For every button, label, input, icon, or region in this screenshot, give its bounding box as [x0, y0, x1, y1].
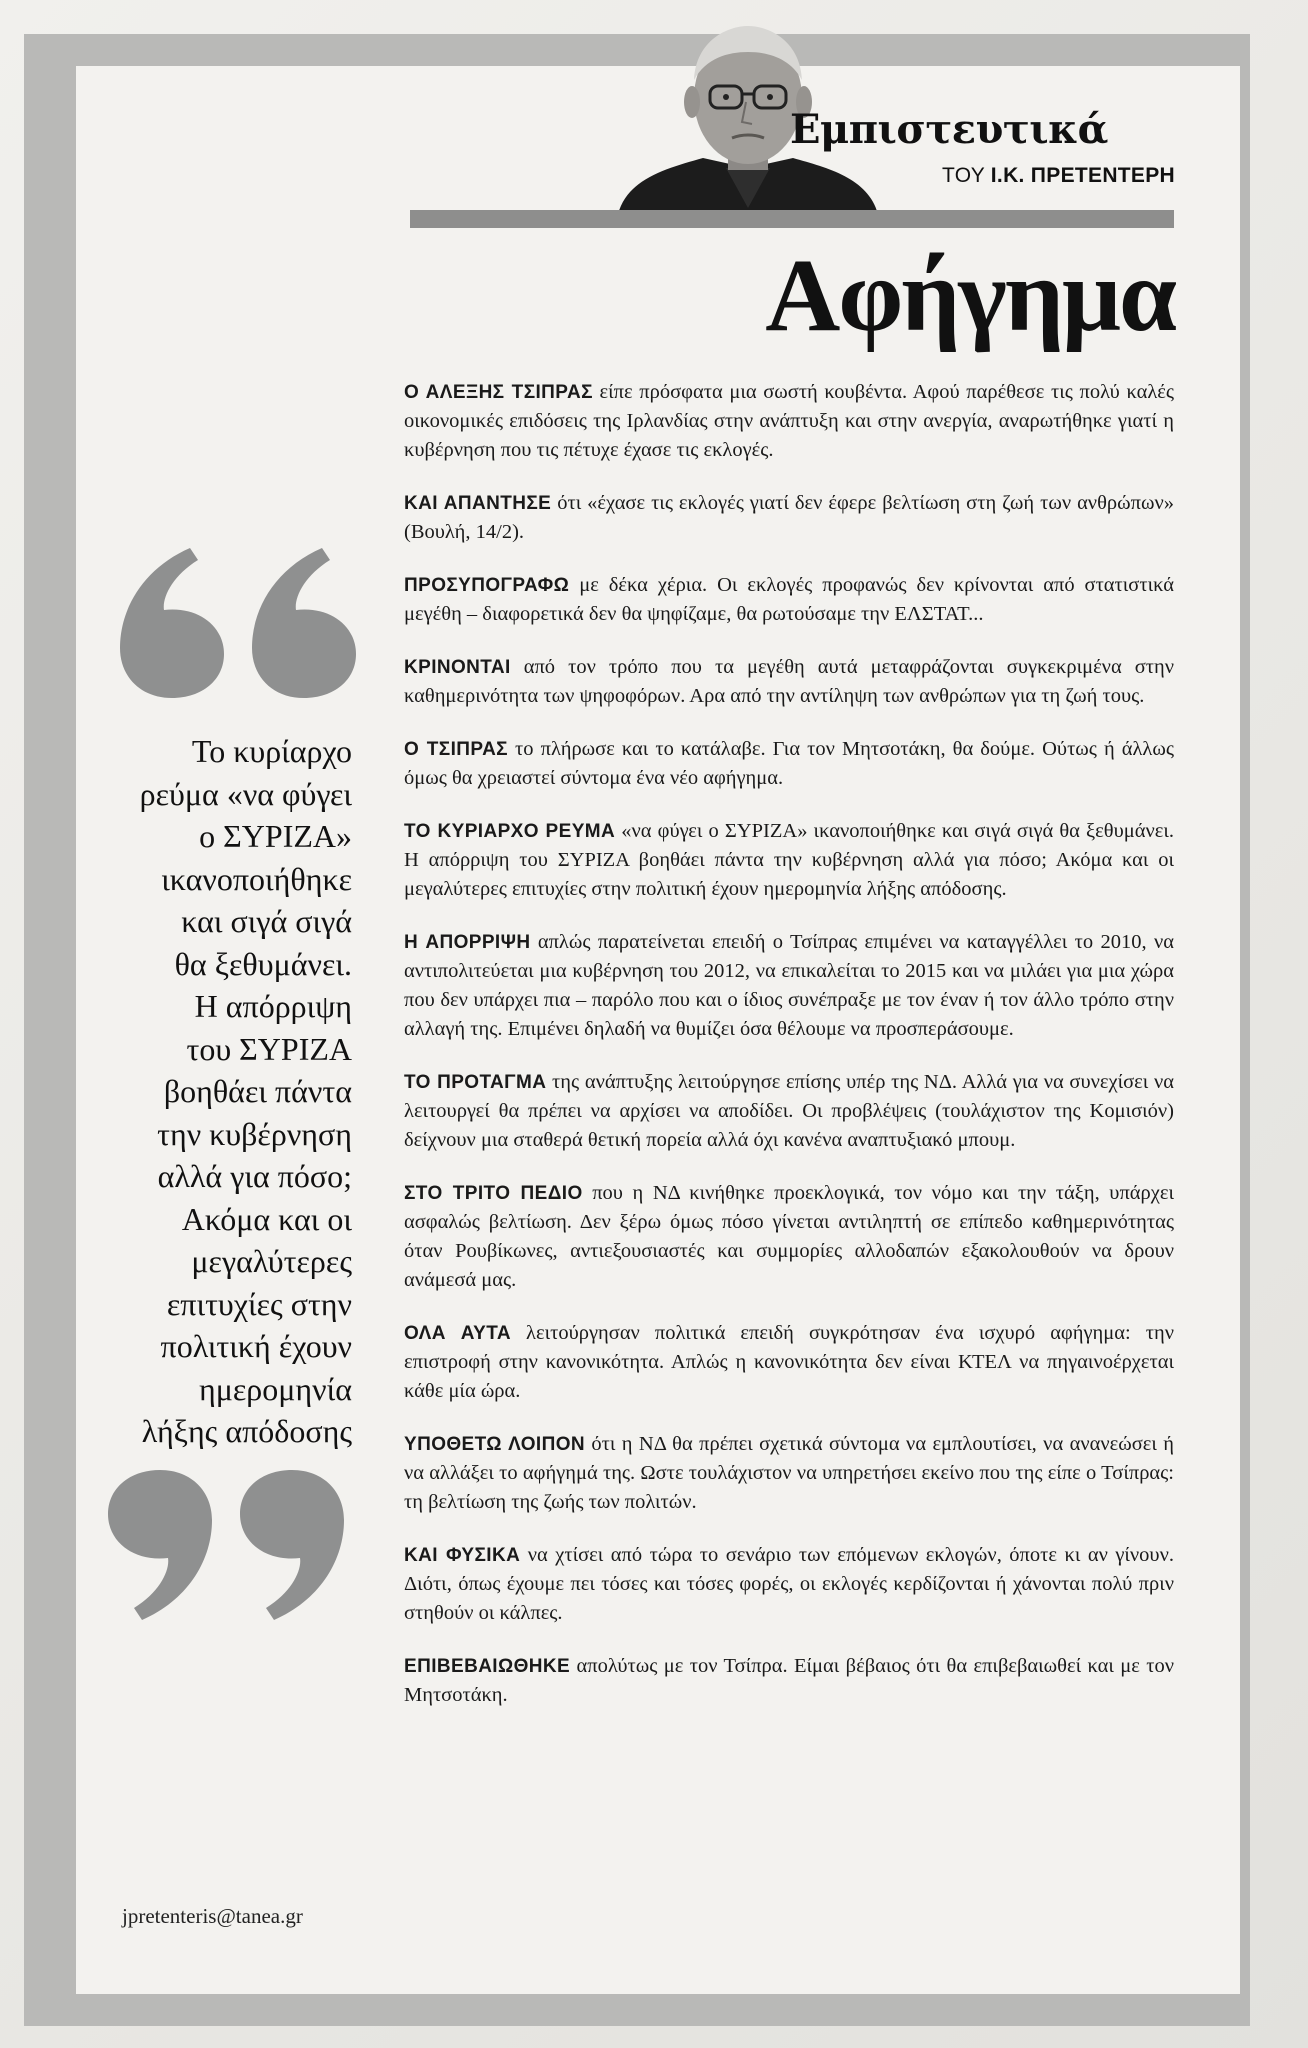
paragraph-lead: ΤΟ ΚΥΡΙΑΡΧΟ ΡΕΥΜΑ: [404, 821, 616, 842]
paragraph-lead: Ο ΑΛΕΞΗΣ ΤΣΙΠΡΑΣ: [404, 382, 593, 403]
pull-quote-line: Ακόμα και οι: [181, 1200, 352, 1237]
pull-quote-line: και σιγά σιγά: [181, 903, 352, 939]
paragraph-lead: Ο ΤΣΙΠΡΑΣ: [404, 739, 508, 760]
paragraph-text: «να φύγει ο ΣΥΡΙΖΑ» ικανοποιήθηκε και σιγά σιγά θα ξεθυμάνει. Η απόρριψη του ΣΥΡΙΖΑ βοηθάει πάντα την κυβέρνηση αλλά για πόσο; Ακόμα και οι μεγαλύτερες επιτυχίες στην πολιτική έχουν ημερομηνία λήξης απόδοσης.: [404, 820, 1174, 900]
paragraph-text: ότι «έχασε τις εκλογές γιατί δεν έφερε βελτίωση στη ζωή των ανθρώπων» (Βουλή, 14/2).: [404, 492, 1174, 543]
article-paragraph: [404, 378, 1174, 465]
column-name: Εμπιστευτικά: [790, 106, 1108, 153]
paragraph-text: λειτούργησαν πολιτικά επειδή συγκρότησαν ένα ισχυρό αφήγημα: την επιστροφή στην κανονικότητα. Απλώς η κανονικότητα δεν είναι ΚΤΕΛ να πηγαινοέρχεται κάθε μία ώρα.: [404, 1322, 1174, 1402]
article-headline: Αφήγημα: [765, 238, 1175, 353]
paragraph-text: με δέκα χέρια. Οι εκλογές προφανώς δεν κρίνονται από στατιστικά μεγέθη – διαφορετικά δεν θα ψηφίζαμε, θα ρωτούσαμε την ΕΛΣΤΑΤ...: [404, 574, 1174, 625]
article-paragraph: [404, 817, 1174, 904]
article-paragraph: [404, 735, 1174, 793]
author-email: jpretenteris@tanea.gr: [122, 1904, 303, 1928]
paragraph-text: είπε πρόσφατα μια σωστή κουβέντα. Αφού παρέθεσε τις πολύ καλές οικονομικές επιδόσεις της Ιρλανδίας στην ανάπτυξη και στην ανεργία, αναρωτήθηκε γιατί η κυβέρνηση που τις πέτυχε έχασε τις εκλογές.: [404, 381, 1174, 461]
article-paragraph: [404, 1319, 1174, 1406]
paragraph-lead: ΕΠΙΒΕΒΑΙΩΘΗΚΕ: [404, 1656, 571, 1677]
paragraph-text: από τον τρόπο που τα μεγέθη αυτά μεταφράζονται συγκεκριμένα στην καθημερινότητα των ψηφοφόρων. Αρα από την αντίληψη των ανθρώπων για τη ζωή τους.: [404, 656, 1174, 707]
pull-quote-line: βοηθάει πάντα: [163, 1073, 352, 1109]
pull-quote-line: ρεύμα «να φύγει: [139, 775, 352, 812]
article-paragraph: [404, 928, 1174, 1044]
close-quote-icon: [108, 1470, 368, 1620]
paragraph-text: της ανάπτυξης λειτούργησε επίσης υπέρ της ΝΔ. Αλλά για να συνεχίσει να λειτουργεί θα πρέπει να αρχίσει να αποδίδει. Οι προβλέψεις (τουλάχιστον της Κομισιόν) δείχνουν μια σταθερά θετική πορεία αλλά όχι κανένα αναπτυξιακό μπουμ.: [404, 1071, 1175, 1151]
paragraph-lead: ΚΑΙ ΑΠΑΝΤΗΣΕ: [404, 493, 552, 514]
header-rule: [410, 210, 1174, 228]
paragraph-lead: ΚΑΙ ΦΥΣΙΚΑ: [404, 1545, 521, 1566]
article-paragraph: [404, 1652, 1174, 1710]
article-paragraph: [404, 1179, 1174, 1295]
pull-quote-line: του ΣΥΡΙΖΑ: [186, 1030, 352, 1067]
paragraph-lead: ΣΤΟ ΤΡΙΤΟ ΠΕΔΙΟ: [404, 1183, 583, 1204]
paragraph-text: ότι η ΝΔ θα πρέπει σχετικά σύντομα να εμπλουτίσει, να ανανεώσει ή να αλλάξει το αφήγημά της. Ωστε τουλάχιστον να υπηρετήσει εκείνο που της είπε ο Τσίπρας: τη βελτίωση της ζωής των πολιτών.: [404, 1433, 1174, 1513]
byline-author: Ι.Κ. ΠΡΕΤΕΝΤΕΡΗ: [990, 164, 1175, 187]
paragraph-lead: ΚΡΙΝΟΝΤΑΙ: [404, 657, 511, 678]
article-body: [404, 378, 1174, 1734]
paragraph-text: απολύτως με τον Τσίπρα. Είμαι βέβαιος ότι θα επιβεβαιωθεί και με τον Μητσοτάκη.: [404, 1655, 1174, 1706]
pull-quote-line: την κυβέρνηση: [157, 1115, 352, 1152]
article-paragraph: [404, 489, 1174, 547]
pull-quote-line: ικανοποιήθηκε: [161, 860, 352, 897]
pull-quote-line: ο ΣΥΡΙΖΑ»: [199, 818, 352, 854]
pull-quote: [96, 730, 352, 1453]
paragraph-text: που η ΝΔ κινήθηκε προεκλογικά, τον νόμο και την τάξη, υπάρχει ασφαλώς βελτίωση. Δεν ξέρω όμως πόσο γίνεται αντιληπτή σε επίπεδο καθημερινότητας όταν Ρουβίκωνες, αντιεξουσιαστές και συμμορίες αλλοδαπών εξακολουθούν να δρουν ανάμεσά μας.: [404, 1182, 1174, 1291]
article-paragraph: [404, 1430, 1174, 1517]
byline: [942, 164, 1175, 188]
paragraph-lead: ΟΛΑ ΑΥΤΑ: [404, 1323, 511, 1344]
paragraph-lead: Η ΑΠΟΡΡΙΨΗ: [404, 932, 531, 953]
pull-quote-line: μεγαλύτερες: [191, 1243, 352, 1279]
article-paragraph: [404, 1541, 1174, 1628]
pull-quote-line: πολιτική έχουν: [160, 1328, 352, 1364]
pull-quote-line: Το κυρίαρχο: [191, 733, 352, 769]
paragraph-text: να χτίσει από τώρα το σενάριο των επόμενων εκλογών, όποτε κι αν γίνουν. Διότι, όπως έχουμε πει τόσες και τόσες φορές, οι εκλογές κερδίζονται ή χάνονται πολύ πριν στηθούν οι κάλπες.: [404, 1544, 1174, 1624]
pull-quote-line: επιτυχίες στην: [166, 1285, 352, 1322]
pull-quote-line: αλλά για πόσο;: [157, 1158, 352, 1194]
pull-quote-line: θα ξεθυμάνει.: [174, 945, 352, 982]
paragraph-text: απλώς παρατείνεται επειδή ο Τσίπρας επιμένει να καταγγέλλει το 2010, να αντιπολιτεύεται μια κυβέρνηση του 2012, να επικαλείται το 2015 και να μιλάει για μια χώρα που δεν υπάρχει πια – παρόλο που και ο ίδιος συνέπραξε με τον έναν ή τον άλλο τρόπο στην αλλαγή της. Επιμένει δηλαδή να θυμίζει όσα θέλουμε να προσπεράσουμε.: [404, 931, 1174, 1040]
paragraph-lead: ΠΡΟΣΥΠΟΓΡΑΦΩ: [404, 575, 570, 596]
pull-quote-line: Η απόρριψη: [194, 988, 352, 1024]
paragraph-text: το πλήρωσε και το κατάλαβε. Για τον Μητσοτάκη, θα δούμε. Ούτως ή άλλως όμως θα χρειαστεί σύντομα ένα νέο αφήγημα.: [404, 738, 1174, 789]
article-paragraph: [404, 1068, 1174, 1155]
pull-quote-line: λήξης απόδοσης: [141, 1413, 352, 1449]
article-paragraph: [404, 653, 1174, 711]
paragraph-lead: ΥΠΟΘΕΤΩ ΛΟΙΠΟΝ: [404, 1434, 586, 1455]
byline-prefix: ΤΟΥ: [942, 164, 985, 187]
article-paragraph: [404, 571, 1174, 629]
paragraph-lead: ΤΟ ΠΡΟΤΑΓΜΑ: [404, 1072, 547, 1093]
pull-quote-line: ημερομηνία: [198, 1370, 352, 1407]
open-quote-icon: [120, 548, 380, 698]
